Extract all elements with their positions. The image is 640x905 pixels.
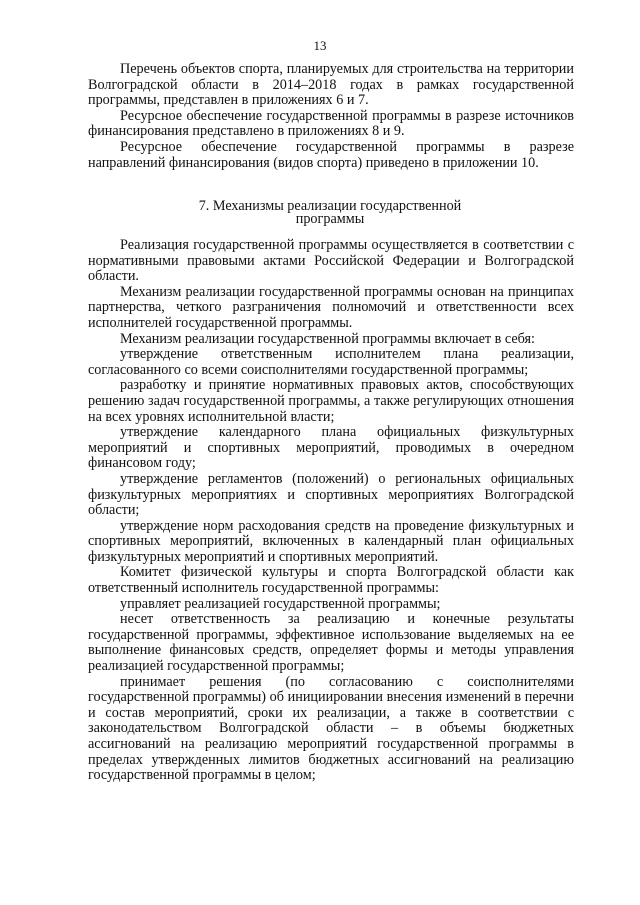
list-item: утверждение регламентов (положений) о региональных официальных физкультурных мероприятиях и спортивных мероприятиях Волгоградской области; (88, 470, 574, 519)
section-heading-line: 7. Механизмы реализации государственной (198, 198, 462, 214)
paragraph: Комитет физической культуры и спорта Волгоградской области как ответственный исполнитель государственной программы: (88, 564, 574, 597)
section-body (88, 238, 574, 784)
list-item: утверждение ответственным исполнителем плана реализации, согласованного со всеми соисполнителями государственной программы; (88, 346, 574, 378)
paragraph: Механизм реализации государственной программы включает в себя: (120, 330, 535, 347)
section-heading-line: программы (295, 211, 365, 227)
list-item: разработку и принятие нормативных правовых актов, способствующих решению задач государственной программы, а также регулирующих отношения на всех уровнях исполнительной власти; (88, 377, 574, 425)
section-heading (150, 200, 510, 226)
page-number: 13 (313, 38, 327, 53)
intro-paragraphs (88, 62, 574, 171)
paragraph: Ресурсное обеспечение государственной программы в разрезе источников финансирования представлено в приложениях 8 и 9. (88, 107, 574, 140)
paragraph: Механизм реализации государственной программы основан на принципах партнерства, четкого разграничения полномочий и ответственности всех исполнителей государственной программы. (88, 283, 574, 331)
list-item: управляет реализацией государственной программы; (120, 595, 441, 612)
list-item: принимает решения (по согласованию с соисполнителями государственной программы) об инициировании внесения изменений в перечни и состав мероприятий, сроки их реализации, а также в соответствии с законодательством Волгоградской области – в объемы бюджетных ассигнований на реализацию мероприятий государственной программы в пределах утвержденных лимитов бюджетных ассигнований на реализацию государственной программы в целом; (88, 673, 574, 784)
list-item: несет ответственность за реализацию и конечные результаты государственной программы, эффективное использование выделяемых на ее выполнение финансовых средств, определяет формы и методы управления реализацией государственной программы; (88, 611, 574, 675)
paragraph: Перечень объектов спорта, планируемых для строительства на территории Волгоградской области в 2014–2018 годах в рамках государственной программы, представлен в приложениях 6 и 7. (88, 61, 574, 109)
list-item: утверждение календарного плана официальных физкультурных мероприятий и спортивных мероприятий, проводимых в очередном финансовом году; (88, 424, 574, 472)
list-item: утверждение норм расходования средств на проведение физкультурных и спортивных мероприятий, включенных в календарный план официальных физкультурных мероприятий и спортивных мероприятий. (88, 517, 574, 565)
paragraph: Реализация государственной программы осуществляется в соответствии с нормативными правовыми актами Российской Федерации и Волгоградской области. (88, 237, 574, 285)
paragraph: Ресурсное обеспечение государственной программы в разрезе направлений финансирования (видов спорта) приведено в приложении 10. (88, 138, 574, 171)
